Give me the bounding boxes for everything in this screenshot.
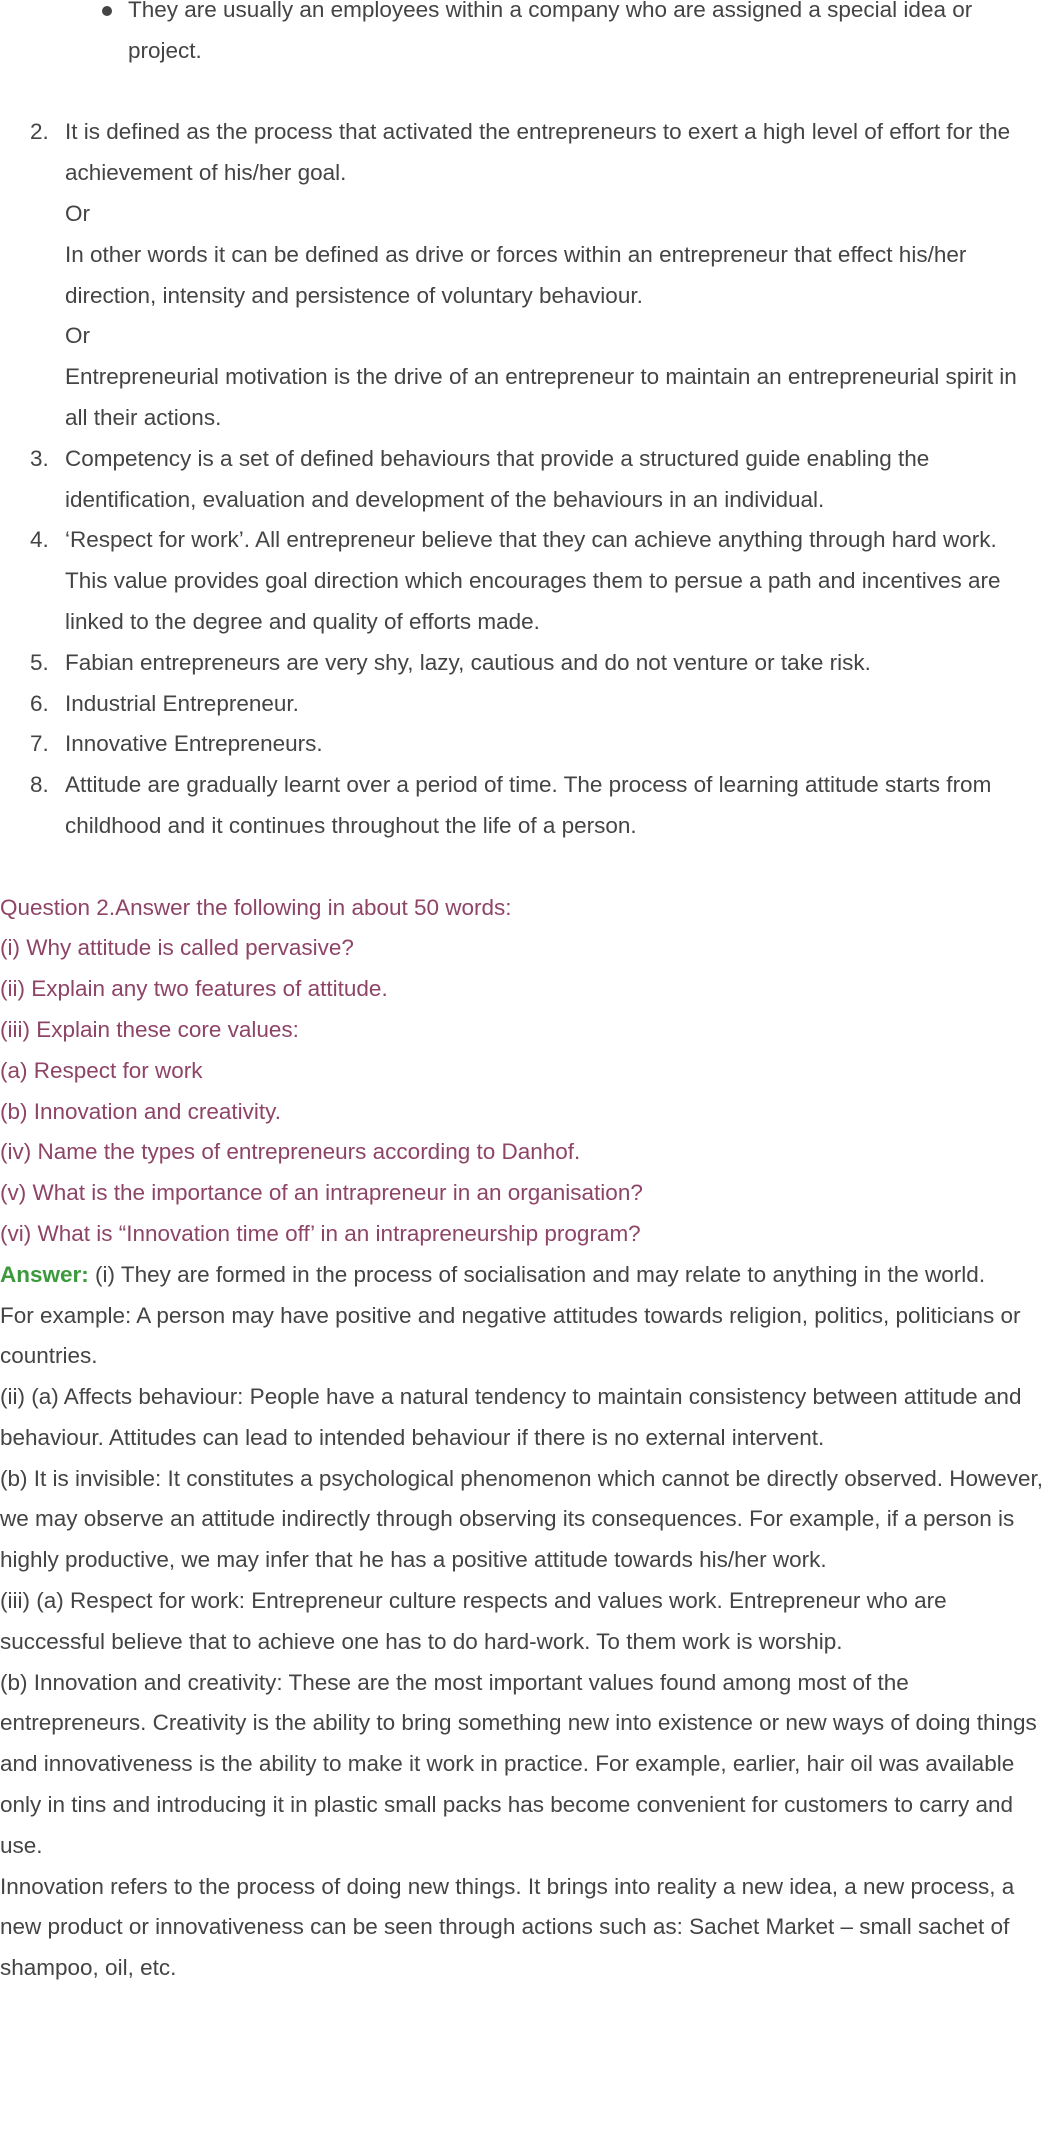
item-number: 3. [30, 445, 49, 471]
answer-list-item [30, 112, 1045, 438]
answer-list-item [30, 724, 1045, 765]
question-part: (ii) Explain any two features of attitude. [0, 976, 388, 1002]
item-paragraph: In other words it can be defined as drive or forces within an entrepreneur that effect his/her direction, intensity and persistence of voluntary behaviour. [65, 241, 967, 308]
item-paragraph: Entrepreneurial motivation is the drive of an entrepreneur to maintain an entrepreneurial spirit in all their actions. [65, 364, 1017, 430]
answer-paragraph: (iii) (a) Respect for work: Entrepreneur culture respects and values work. Entrepreneur who are successful believe that to achieve one has to do hard-work. To them work is worship. [0, 1588, 947, 1654]
item-paragraph: Or [65, 323, 90, 349]
answer-first: Answer: (i) They are formed in the process of socialisation and may relate to anything in the world. [0, 1261, 986, 1287]
item-paragraph: Fabian entrepreneurs are very shy, lazy, cautious and do not venture or take risk. [65, 649, 871, 675]
answers-list [0, 112, 1045, 846]
question-part: (a) Respect for work [0, 1057, 203, 1083]
question-part: (iii) Explain these core values: [0, 1016, 299, 1042]
item-paragraph: Innovative Entrepreneurs. [65, 731, 323, 757]
item-paragraph: Competency is a set of defined behaviours that provide a structured guide enabling the identification, evaluation and development of the behaviours in an individual. [65, 445, 930, 512]
item-number: 8. [30, 772, 49, 798]
question-part: (iv) Name the types of entrepreneurs according to Danhof. [0, 1139, 581, 1165]
answer-list-item [30, 643, 1045, 684]
question-part: (vi) What is “Innovation time off’ in an intrapreneurship program? [0, 1220, 641, 1246]
answer-paragraph: (ii) (a) Affects behaviour: People have a natural tendency to maintain consistency between attitude and behaviour. Attitudes can lead to intended behaviour if there is no external intervent. [0, 1384, 1022, 1450]
item-number: 2. [30, 119, 49, 145]
answer-list-item [30, 520, 1045, 642]
item-number: 5. [30, 649, 49, 675]
answer-paragraph: For example: A person may have positive and negative attitudes towards religion, politics, politicians or countries. [0, 1302, 1021, 1369]
item-number: 6. [30, 690, 49, 716]
item-paragraph: ‘Respect for work’. All entrepreneur believe that they can achieve anything through hard work. This value provides goal direction which encourages them to persue a path and incentives are linked to the degree and quality of efforts made. [65, 527, 1001, 634]
item-paragraph: Industrial Entrepreneur. [65, 690, 299, 716]
question-title: Question 2.Answer the following in about 50 words: [0, 894, 512, 920]
answer-paragraph: Innovation refers to the process of doing new things. It brings into reality a new idea, a new process, a new product or innovativeness can be seen through actions such as: Sachet Market – small sachet of shampoo, oil, etc. [0, 1873, 1015, 1981]
item-paragraph: Or [65, 200, 90, 226]
answer-list-item [30, 765, 1045, 847]
answer-list-item [30, 684, 1045, 725]
bullet-item: They are usually an employees within a company who are assigned a special idea or project. [128, 0, 1045, 72]
item-number: 7. [30, 731, 49, 757]
question-part: (v) What is the importance of an intrapreneur in an organisation? [0, 1180, 643, 1206]
answer-list-item [30, 439, 1045, 521]
item-number: 4. [30, 527, 49, 553]
bullet-dot-icon [102, 6, 112, 16]
question-part: (i) Why attitude is called pervasive? [0, 935, 354, 961]
answer-label: Answer: [0, 1261, 89, 1287]
item-paragraph: Attitude are gradually learnt over a period of time. The process of learning attitude starts from childhood and it continues throughout the life of a person. [65, 772, 992, 838]
bullet-list [0, 0, 1045, 72]
question-2 [0, 888, 1045, 1990]
item-paragraph: It is defined as the process that activated the entrepreneurs to exert a high level of effort for the achievement of his/her goal. [65, 119, 1011, 186]
question-part: (b) Innovation and creativity. [0, 1098, 281, 1124]
answer-paragraph: (b) It is invisible: It constitutes a psychological phenomenon which cannot be directly observed. However, we may observe an attitude indirectly through observing its consequences. For example, if a person is highly productive, we may infer that he has a positive attitude towards his/her work. [0, 1465, 1044, 1573]
answer-paragraph: (b) Innovation and creativity: These are the most important values found among most of the entrepreneurs. Creativity is the ability to bring something new into existence or new ways of doing things and innovativeness is the ability to make it work in practice. For example, earlier, hair oil was available only in tins and introducing it in plastic small packs has become convenient for customers to carry and use. [0, 1669, 1037, 1858]
